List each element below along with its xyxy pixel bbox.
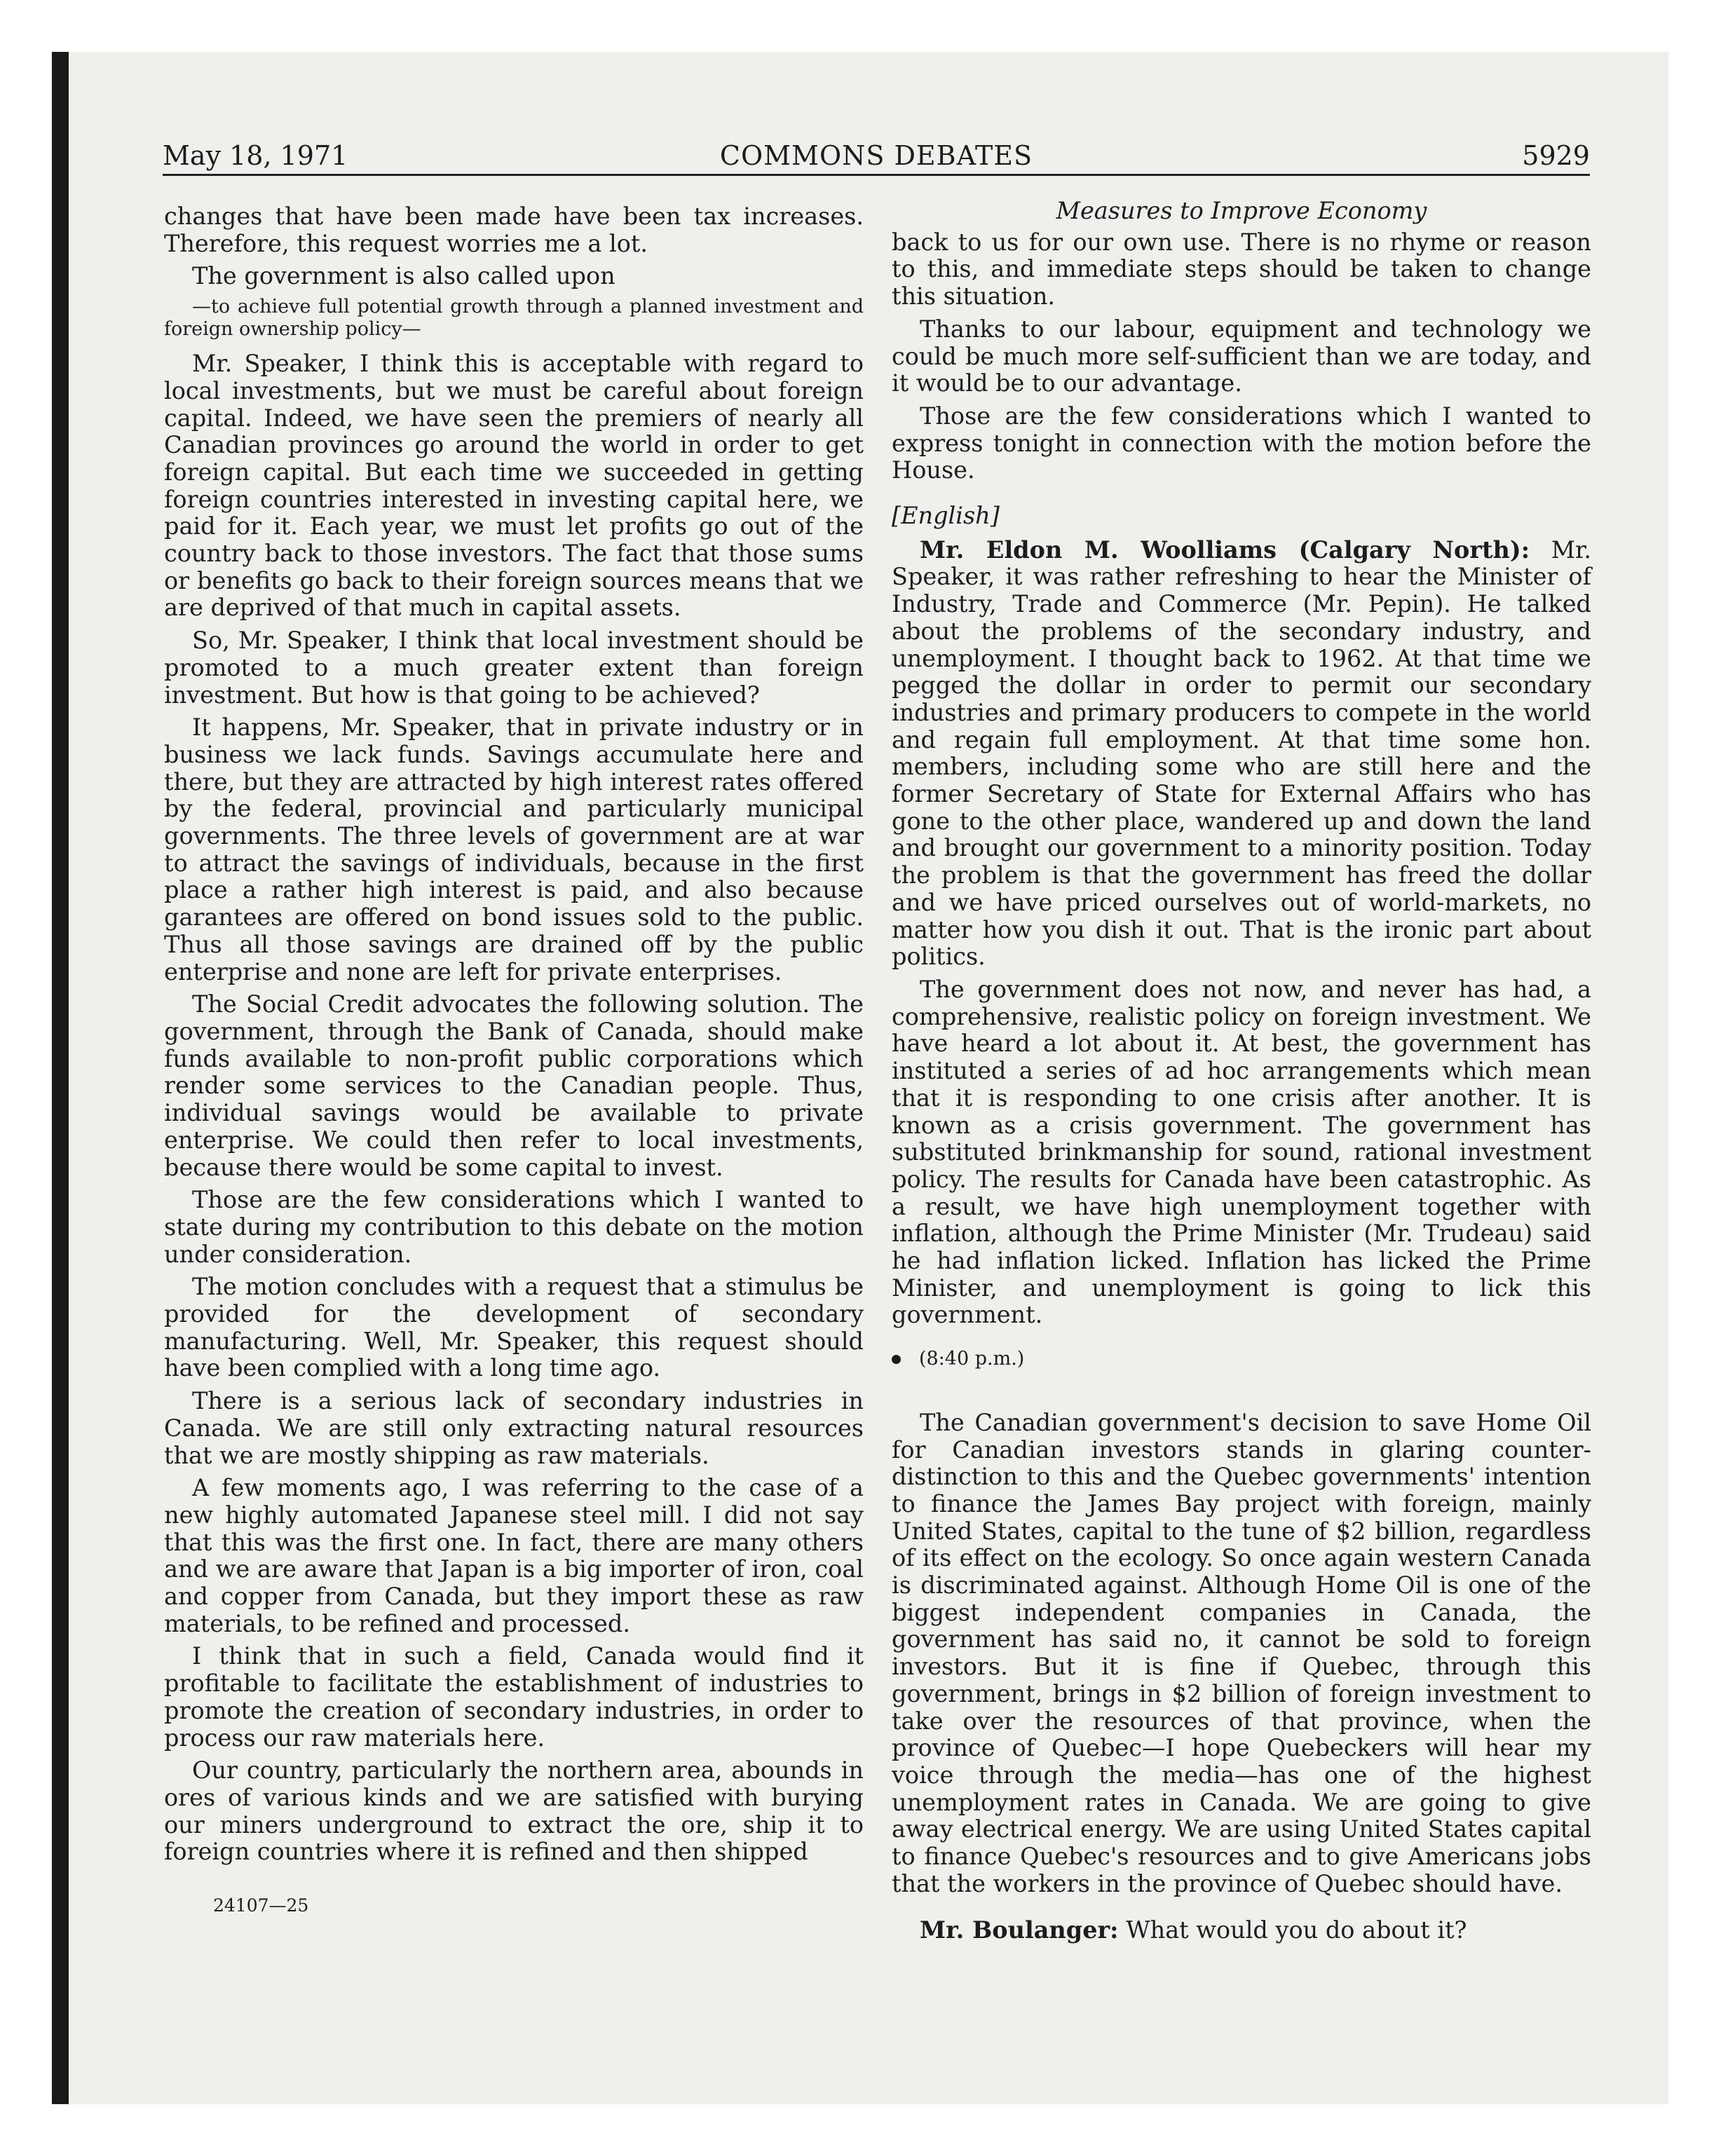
- paragraph: The government is also called upon: [192, 262, 615, 290]
- left-column: [164, 203, 864, 1871]
- paragraph: Those are the few considerations which I wanted to state during my contribution to this debate on the motion under consideration.: [164, 1186, 864, 1268]
- paragraph: There is a serious lack of secondary industries in Canada. We are still only extracting natural resources that we are mostly shipping as raw materials.: [164, 1387, 864, 1469]
- page-number: 5929: [1522, 140, 1590, 171]
- language-tag: [English]: [892, 502, 1000, 530]
- bullet-icon: [892, 1355, 901, 1364]
- speaker-name: Mr. Boulanger:: [920, 1916, 1119, 1944]
- speech-text: What would you do about it?: [1126, 1916, 1467, 1944]
- paragraph: Mr. Speaker, I think this is acceptable with regard to local investments, but we must be careful about foreign capital. Indeed, we have seen the premiers of nearly all Canadian provinces go around the world in order to get foreign capital. But each time we succeeded in getting foreign countries interested in investing capital here, we paid for it. Each year, we must let profits go out of the country back to those investors. The fact that those sums or benefits go back to their foreign sources means that we are deprived of that much in capital assets.: [164, 350, 864, 622]
- paragraph: back to us for our own use. There is no rhyme or reason to this, and immediate steps should be taken to change this situation.: [892, 228, 1591, 311]
- scan-edge-bar: [52, 52, 69, 2104]
- paragraph: I think that in such a field, Canada would find it profitable to facilitate the establishment of industries to promote the creation of secondary industries, in order to process our raw materials here.: [164, 1642, 864, 1752]
- paragraph: So, Mr. Speaker, I think that local investment should be promoted to a much greater extent than foreign investment. But how is that going to be achieved?: [164, 627, 864, 709]
- paragraph: A few moments ago, I was referring to the case of a new highly automated Japanese steel mill. I did not say that this was the first one. In fact, there are many others and we are aware that Japan is a big importer of iron, coal and copper from Canada, but they import these as raw materials, to be refined and processed.: [164, 1474, 864, 1637]
- paragraph: Thanks to our labour, equipment and technology we could be much more self-sufficient than we are today, and it would be to our advantage.: [892, 315, 1591, 397]
- page-header: [163, 137, 1590, 176]
- speech-paragraph: [892, 537, 1591, 971]
- paragraph: changes that have been made have been tax increases. Therefore, this request worries me a lot.: [164, 203, 864, 257]
- paragraph: The Social Credit advocates the following solution. The government, through the Bank of Canada, should make funds available to non-profit public corporations which render some services to the Canadian people. Thus, individual savings would be available to private enterprise. We could then refer to local investments, because there would be some capital to invest.: [164, 990, 864, 1181]
- time-marker: [892, 1346, 1591, 1373]
- header-title: COMMONS DEBATES: [719, 140, 1033, 171]
- paragraph: Those are the few considerations which I wanted to express tonight in connection with the motion before the House.: [892, 402, 1591, 484]
- paragraph: It happens, Mr. Speaker, that in private industry or in business we lack funds. Savings accumulate here and there, but they are attracted by high interest rates offered by the federal, provincial and particularly municipal governments. The three levels of government are at war to attract the savings of individuals, because in the first place a rather high interest is paid, and also because garantees are offered on bond issues sold to the public. Thus all those savings are drained off by the public enterprise and none are left for private enterprises.: [164, 714, 864, 985]
- paragraph: Our country, particularly the northern area, abounds in ores of various kinds and we are satisfied with burying our miners underground to extract the ore, ship it to foreign countries where it is refined and then shipped: [164, 1756, 864, 1866]
- header-date: May 18, 1971: [163, 140, 348, 171]
- speech-text: Mr. Speaker, it was rather refreshing to hear the Minister of Industry, Trade and Commerce (Mr. Pepin). He talked about the problems of the secondary industry, and unemployment. I thought back to 1962. At that time we pegged the dollar in order to permit our secondary industries and primary producers to compete in the world and regain full employment. At that time some hon. members, including some who are still here and the former Secretary of State for External Affairs who has gone to the other place, wandered up and down the land and brought our government to a minority position. Today the problem is that the government has freed the dollar and we have priced ourselves out of world-markets, no matter how you dish it out. That is the ironic part about politics.: [892, 535, 1591, 971]
- paragraph: The Canadian government's decision to save Home Oil for Canadian investors stands in glaring counter-distinction to this and the Quebec governments' intention to finance the James Bay project with foreign, mainly United States, capital to the tune of $2 billion, regardless of its effect on the ecology. So once again western Canada is discriminated against. Although Home Oil is one of the biggest independent companies in Canada, the government has said no, it cannot be sold to foreign investors. But it is fine if Quebec, through this government, brings in $2 billion of foreign investment to take over the resources of that province, when the province of Quebec—I hope Quebeckers will hear my voice through the media—has one of the highest unemployment rates in Canada. We are going to give away electrical energy. We are using United States capital to finance Quebec's resources and to give Americans jobs that the workers in the province of Quebec should have.: [892, 1408, 1591, 1897]
- time-stamp: (8:40 p.m.): [919, 1348, 1025, 1370]
- paragraph: The government does not now, and never has had, a comprehensive, realistic policy on foreign investment. We have heard a lot about it. At best, the government has instituted a series of ad hoc arrangements which mean that it is responding to one crisis after another. It is known as a crisis government. The government has substituted brinkmanship for sound, rational investment policy. The results for Canada have been catastrophic. As a result, we have high unemployment together with inflation, although the Prime Minister (Mr. Trudeau) said he had inflation licked. Inflation has licked the Prime Minister, and unemployment is going to lick this government.: [892, 975, 1591, 1329]
- speaker-name: Mr. Eldon M. Woolliams (Calgary North):: [920, 535, 1530, 564]
- paragraph: The motion concludes with a request that a stimulus be provided for the development of secondary manufacturing. Well, Mr. Speaker, this request should have been complied with a long time ago.: [164, 1273, 864, 1382]
- printer-mark: 24107—25: [213, 1895, 309, 1916]
- quotation: —to achieve full potential growth through a planned investment and foreign ownership policy—: [164, 296, 864, 341]
- running-head: Measures to Improve Economy: [1056, 197, 1427, 224]
- speech-paragraph: [892, 1917, 1591, 1944]
- right-column: [892, 197, 1591, 1950]
